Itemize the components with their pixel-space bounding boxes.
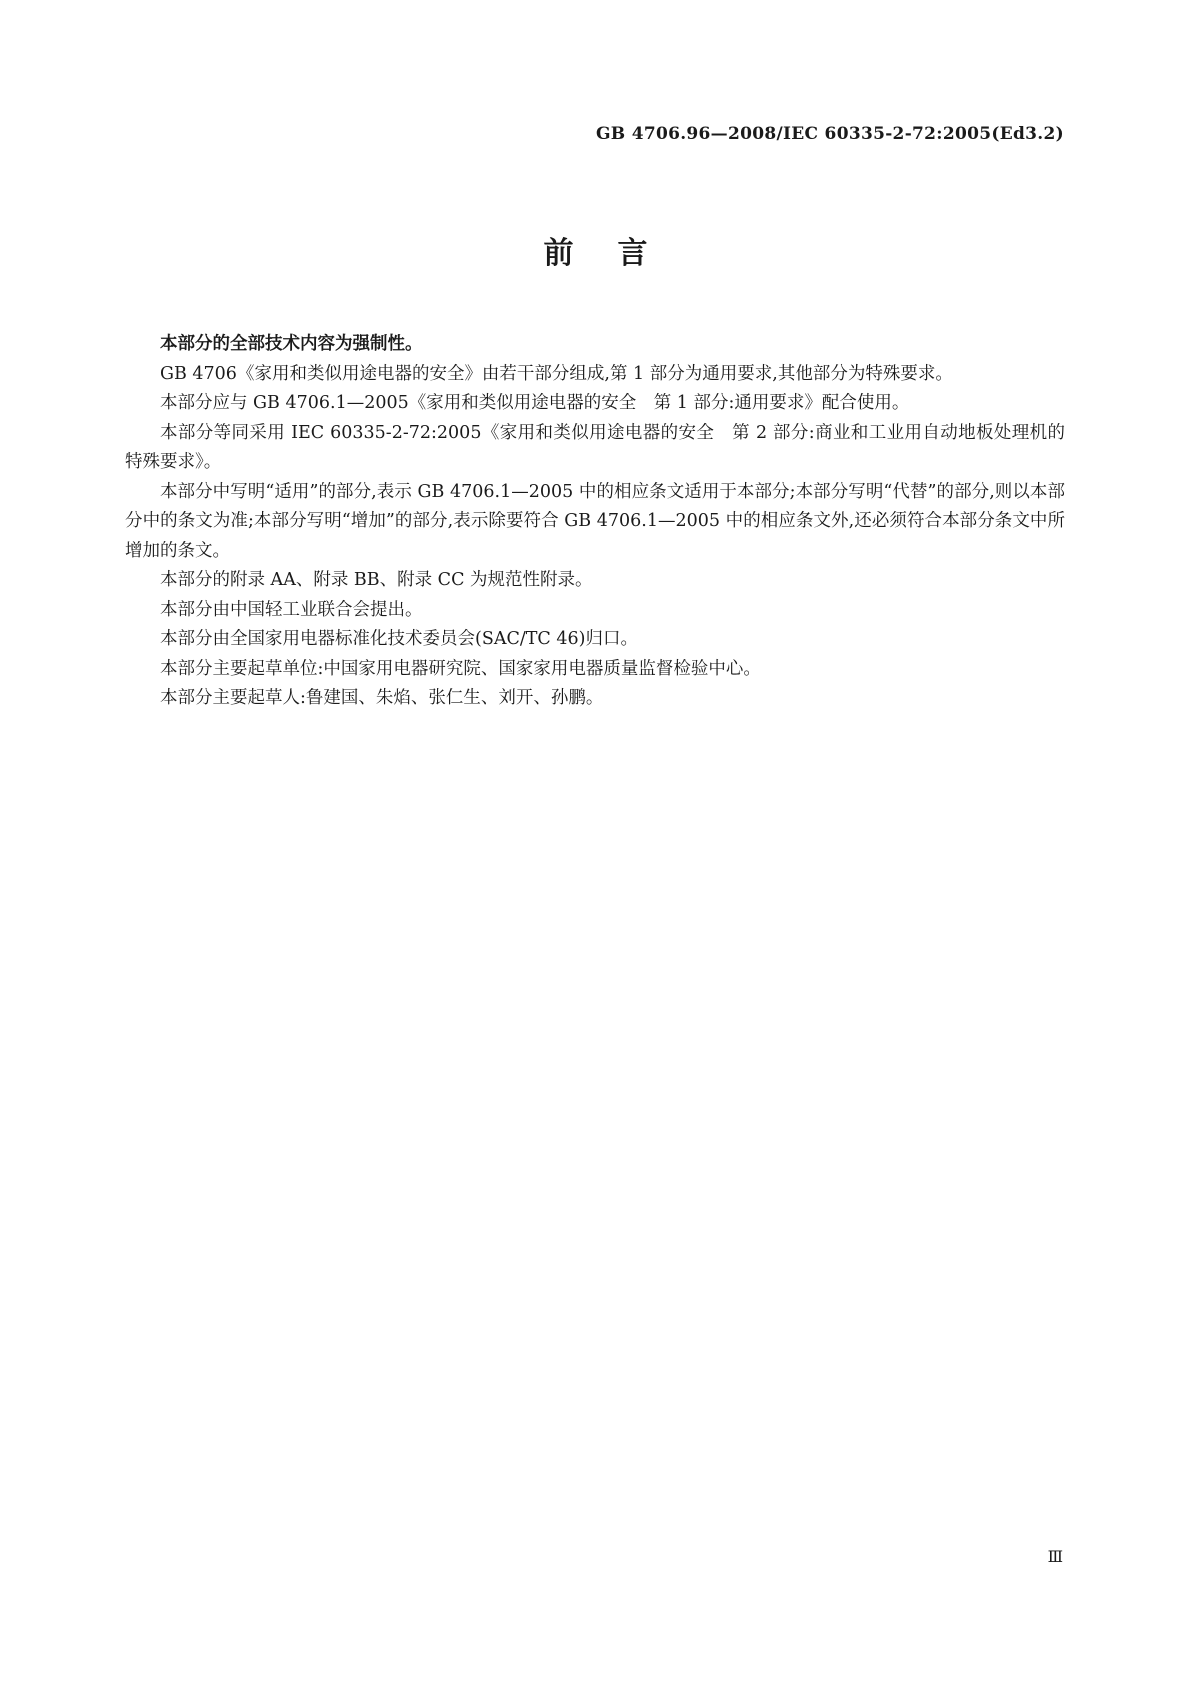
paragraph-adoption: 本部分等同采用 IEC 60335-2-72:2005《家用和类似用途电器的安全 第 2 部分:商业和工业用自动地板处理机的特殊要求》。 — [125, 422, 1065, 472]
paragraph-structure: GB 4706《家用和类似用途电器的安全》由若干部分组成,第 1 部分为通用要求,其他部分为特殊要求。 — [160, 363, 953, 384]
paragraph-annexes: 本部分的附录 AA、附录 BB、附录 CC 为规范性附录。 — [160, 570, 593, 590]
paragraph-drafters: 本部分主要起草人:鲁建国、朱焰、张仁生、刘开、孙鹏。 — [160, 688, 604, 708]
paragraph-usage: 本部分应与 GB 4706.1—2005《家用和类似用途电器的安全 第 1 部分:通用要求》配合使用。 — [160, 393, 910, 413]
paragraph-committee: 本部分由全国家用电器标准化技术委员会(SAC/TC 46)归口。 — [160, 629, 638, 649]
foreword-body — [125, 330, 1065, 714]
mandatory-statement: 本部分的全部技术内容为强制性。 — [160, 334, 423, 354]
paragraph-drafting-units: 本部分主要起草单位:中国家用电器研究院、国家家用电器质量监督检验中心。 — [160, 658, 761, 679]
page-number: Ⅲ — [1047, 1547, 1063, 1566]
paragraph-proposer: 本部分由中国轻工业联合会提出。 — [160, 599, 423, 620]
paragraph-clauses: 本部分中写明“适用”的部分,表示 GB 4706.1—2005 中的相应条文适用于本部分;本部分写明“代替”的部分,则以本部分中的条文为准;本部分写明“增加”的部分,表示除要符合 GB 4706.1—2005 中的相应条文外,还必须符合本部分条文中所增加的条文。 — [125, 481, 1065, 561]
page-title: 前言 — [543, 236, 692, 271]
standard-code-header: GB 4706.96—2008/IEC 60335-2-72:2005(Ed3.2) — [595, 124, 1064, 144]
